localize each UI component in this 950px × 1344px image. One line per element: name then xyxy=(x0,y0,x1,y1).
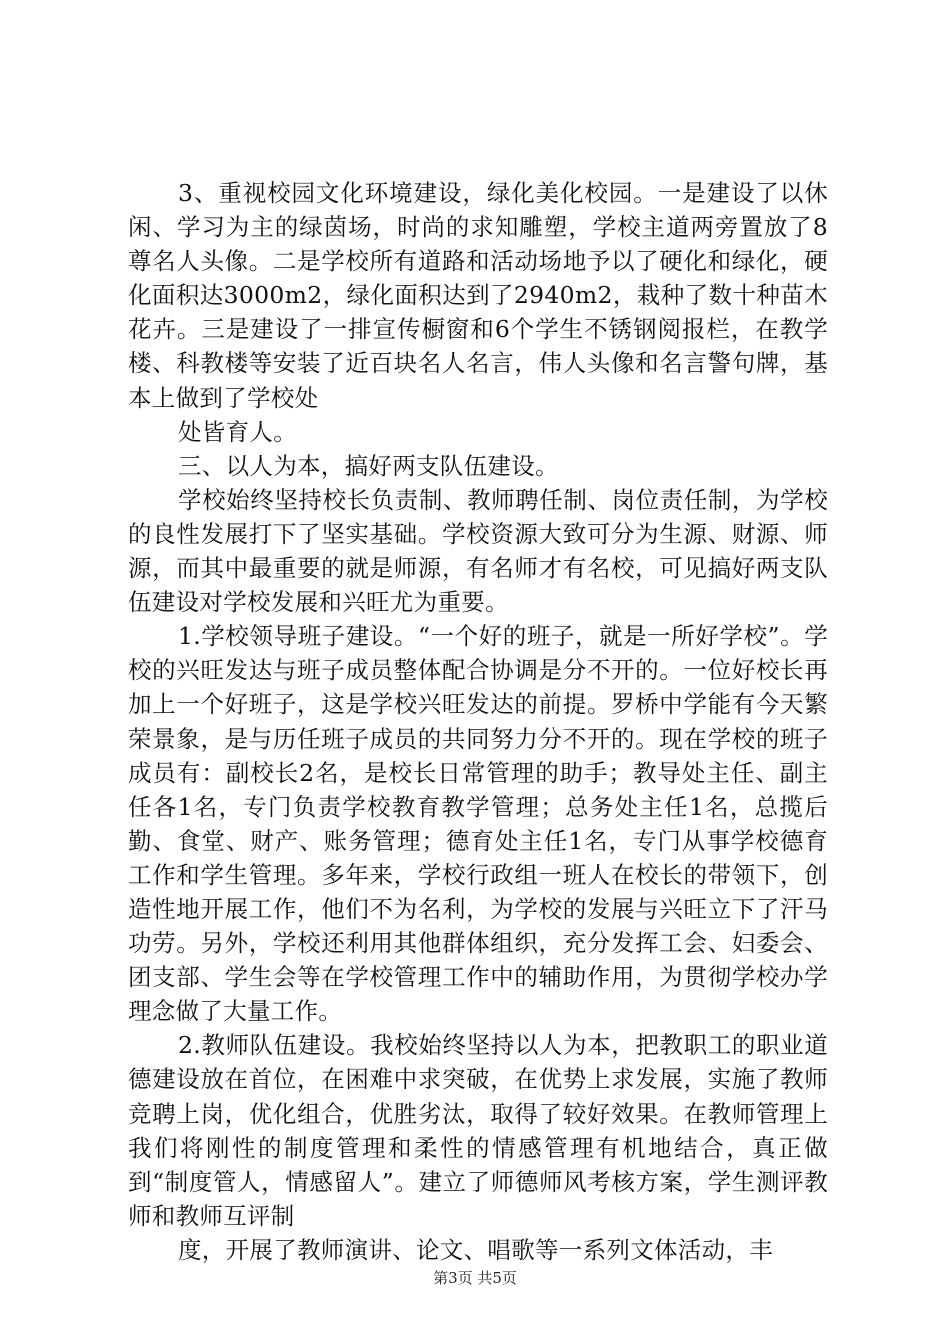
section-heading: 三、以人为本，搞好两支队伍建设。 xyxy=(178,451,559,480)
paragraph-leadership-team: 1.学校领导班子建设。“一个好的班子，就是一所好学校”。学校的兴旺发达与班子成员整体配合协调是分不开的。一位好校长再加上一个好班子，这是学校兴旺发达的前提。罗桥中学能有今天繁荣景象，是与历任班子成员的共同努力分不开的。现在学校的班子成员有：副校长2名，是校长日常管理的助手；教导处主任、副主任各1名，专门负责学校教育教学管理；总务处主任1名，总揽后勤、食堂、财产、账务管理；德育处主任1名，专门从事学校德育工作和学生管理。多年来，学校行政组一班人在校长的带领下，创造性地开展工作，他们不为名利，为学校的发展与兴旺立下了汗马功劳。另外，学校还利用其他群体组织，充分发挥工会、妇委会、团支部、学生会等在学校管理工作中的辅助作用，为贯彻学校办学理念做了大量工作。 xyxy=(128,622,828,1026)
paragraph-campus-culture: 3、重视校园文化环境建设，绿化美化校园。一是建设了以休闲、学习为主的绿茵场，时尚的求知雕塑，学校主道两旁置放了8尊名人头像。二是学校所有道路和活动场地予以了硬化和绿化，硬化面积达3000m2，绿化面积达到了2940m2，栽种了数十种苗木花卉。三是建设了一排宣传橱窗和6个学生不锈钢阅报栏，在教学楼、科教楼等安装了近百块名人名言，伟人头像和名言警句牌，基本上做到了学校处 xyxy=(128,179,828,412)
paragraph-responsibility-system: 学校始终坚持校长负责制、教师聘任制、岗位责任制，为学校的良性发展打下了坚实基础。学校资源大致可分为生源、财源、师源，而其中最重要的就是师源，有名师才有名校，可见搞好两支队伍建设对学校发展和兴旺尤为重要。 xyxy=(128,485,828,617)
page-number-footer: 第3页 共5页 xyxy=(433,1269,517,1287)
document-body xyxy=(128,176,828,1267)
paragraph-continuation-line: 度，开展了教师演讲、论文、唱歌等一系列文体活动，丰 xyxy=(178,1235,773,1264)
paragraph-continuation-line: 处皆育人。 xyxy=(178,417,297,446)
paragraph-teacher-team: 2.教师队伍建设。我校始终坚持以人为本，把教职工的职业道德建设放在首位，在困难中求突破，在优势上求发展，实施了教师竞聘上岗，优化组合，优胜劣汰，取得了较好效果。在教师管理上我们将刚性的制度管理和柔性的情感管理有机地结合，真正做到“制度管人，情感留人”。建立了师德师风考核方案，学生测评教师和教师互评制 xyxy=(128,1031,828,1230)
